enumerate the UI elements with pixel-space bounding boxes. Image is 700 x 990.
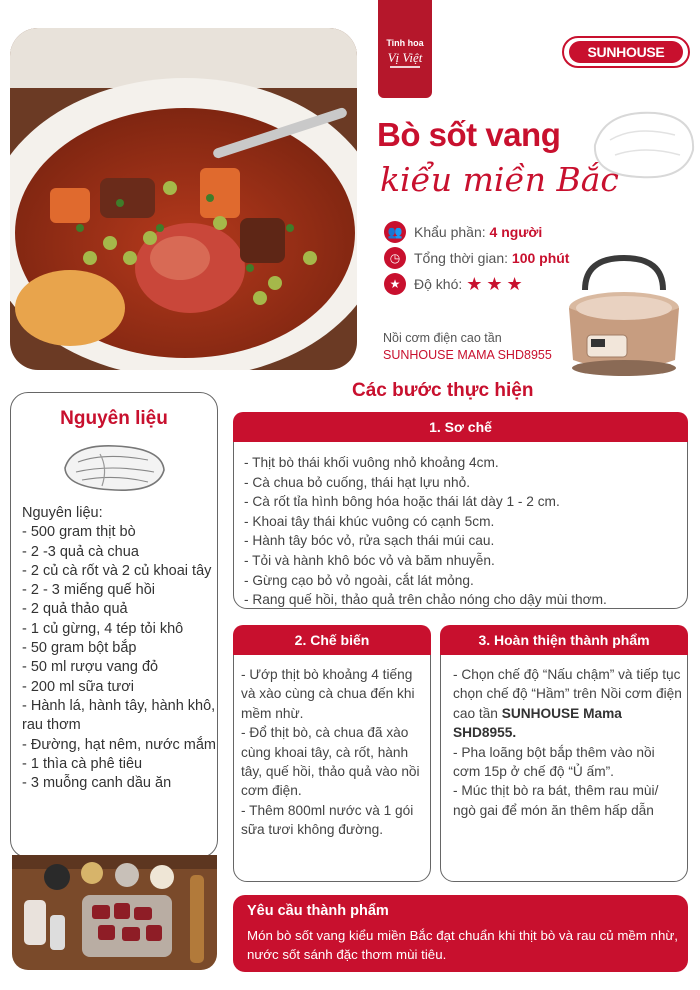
- portion-label: Khẩu phần:: [414, 224, 486, 240]
- ingredients-title: Nguyên liệu: [60, 408, 168, 429]
- star-badge-icon: ★: [384, 273, 406, 295]
- requirement-text: Món bò sốt vang kiểu miền Bắc đạt chuẩn khi thịt bò và rau củ mềm nhừ, nước sốt sánh đặc thơm mùi tiêu.: [247, 928, 678, 962]
- people-icon: 👥: [384, 221, 406, 243]
- recipe-title: Bò sốt vang: [377, 116, 561, 153]
- time-info: [384, 247, 569, 269]
- step3-item: - Múc thịt bò ra bát, thêm rau mùi/ ngò gai để món ăn thêm hấp dẫn: [453, 783, 659, 818]
- raw-ingredients-photo: [12, 855, 217, 970]
- step1-item: - Cà rốt tỉa hình bông hóa hoặc thái lát dày 1 - 2 cm.: [244, 494, 560, 510]
- ingredient-item: - 500 gram thịt bò: [22, 524, 136, 541]
- difficulty-star-icon: ★: [506, 273, 523, 294]
- requirement-title: Yêu cầu thành phẩm: [247, 903, 389, 919]
- ingredient-item: - 50 ml rượu vang đỏ: [22, 659, 159, 676]
- portion-value: 4 người: [489, 224, 543, 240]
- ingredient-item: - 200 ml sữa tươi: [22, 678, 134, 695]
- step3-item: - Pha loãng bột bắp thêm vào nồi cơm 15p ở chế độ “Ủ ấm”.: [453, 744, 655, 780]
- ingredients-list: [22, 504, 218, 793]
- ingredient-item: - 1 thìa cà phê tiêu: [22, 755, 143, 772]
- ingredient-item: - 1 củ gừng, 4 tép tỏi khô: [22, 620, 184, 637]
- portion-info: [384, 221, 542, 243]
- step1-item: - Rang quế hồi, thảo quả trên chảo nóng cho dậy mùi thơm.: [244, 592, 607, 608]
- difficulty-star-icon: ★: [466, 273, 483, 294]
- rice-cooker-image: [563, 250, 685, 385]
- step2-item: - Thêm 800ml nước và 1 gói sữa tươi không đường.: [241, 802, 414, 838]
- step1-header: 1. Sơ chế: [233, 412, 688, 442]
- step3-item: [453, 665, 685, 743]
- difficulty-info: [384, 273, 523, 295]
- ingredient-item: - 50 gram bột bắp: [22, 640, 137, 657]
- step3-item-text: - Chọn chế độ “Nấu chậm” và tiếp tục chọn chế độ “Hầm” trên Nồi cơm điện cao tần: [453, 667, 682, 721]
- cooker-caption: [383, 330, 552, 364]
- ribbon-divider: [390, 66, 420, 68]
- time-label: Tổng thời gian:: [414, 250, 509, 266]
- ingredient-item: - 2 củ cà rốt và 2 củ khoai tây: [22, 562, 212, 579]
- step3-item-model: SUNHOUSE Mama SHD8955.: [453, 705, 622, 741]
- ingredient-item: - 2 - 3 miếng quế hồi: [22, 582, 155, 599]
- step2-item: - Ướp thịt bò khoảng 4 tiếng và xào cùng cà chua đến khi mềm nhừ.: [241, 667, 415, 721]
- ribbon-line1: Tinh hoa: [386, 38, 424, 48]
- beef-sketch-icon: [60, 440, 170, 495]
- time-value: 100 phút: [511, 250, 570, 266]
- clock-icon: ◷: [384, 247, 406, 269]
- step1-item: - Tỏi và hành khô bóc vỏ và băm nhuyễn.: [244, 552, 495, 568]
- step1-item: - Hành tây bóc vỏ, rửa sạch thái múi cau.: [244, 533, 495, 549]
- ingredient-item: - 3 muỗng canh dầu ăn: [22, 775, 172, 792]
- steps-heading: Các bước thực hiện: [352, 380, 534, 401]
- step1-item: - Cà chua bỏ cuống, thái hạt lựu nhỏ.: [244, 474, 471, 490]
- step2-item: - Đổ thịt bò, cà chua đã xào cùng khoai tây, cà rốt, hành tây, quế hồi, thảo quả vào nồi cơm điện.: [241, 725, 420, 799]
- logo-text: SUNHOUSE: [569, 41, 683, 63]
- difficulty-label: Độ khó:: [414, 276, 463, 292]
- beef-stew-photo: [10, 28, 357, 370]
- ingredient-item: - 2 quả thảo quả: [22, 601, 128, 618]
- cooker-label: Nồi cơm điện cao tần: [383, 331, 502, 345]
- step3-header: 3. Hoàn thiện thành phẩm: [440, 625, 688, 655]
- step3-list: [453, 665, 685, 820]
- ingredients-heading: Nguyên liệu:: [22, 505, 103, 521]
- step1-item: - Gừng cạo bỏ vỏ ngoài, cắt lát mỏng.: [244, 572, 474, 588]
- step2-header: 2. Chế biến: [233, 625, 431, 655]
- cooker-model: SUNHOUSE MAMA SHD8955: [383, 348, 552, 362]
- step1-item: - Khoai tây thái khúc vuông có cạnh 5cm.: [244, 513, 495, 529]
- ingredient-item: - Đường, hạt nêm, nước mắm: [22, 736, 216, 753]
- tinh-hoa-viet-ribbon: [378, 0, 432, 98]
- difficulty-star-icon: ★: [486, 273, 503, 294]
- recipe-subtitle: kiểu miền Bắc: [380, 160, 619, 199]
- step1-item: - Thịt bò thái khối vuông nhỏ khoảng 4cm.: [244, 455, 499, 470]
- step1-list: [244, 453, 688, 610]
- ribbon-line2: Vị Việt: [387, 50, 423, 65]
- ingredient-item: - Hành lá, hành tây, hành khô, rau thơm: [22, 697, 216, 734]
- ingredient-item: - 2 -3 quả cà chua: [22, 543, 139, 560]
- step2-list: [241, 665, 429, 840]
- sunhouse-logo: [562, 36, 690, 68]
